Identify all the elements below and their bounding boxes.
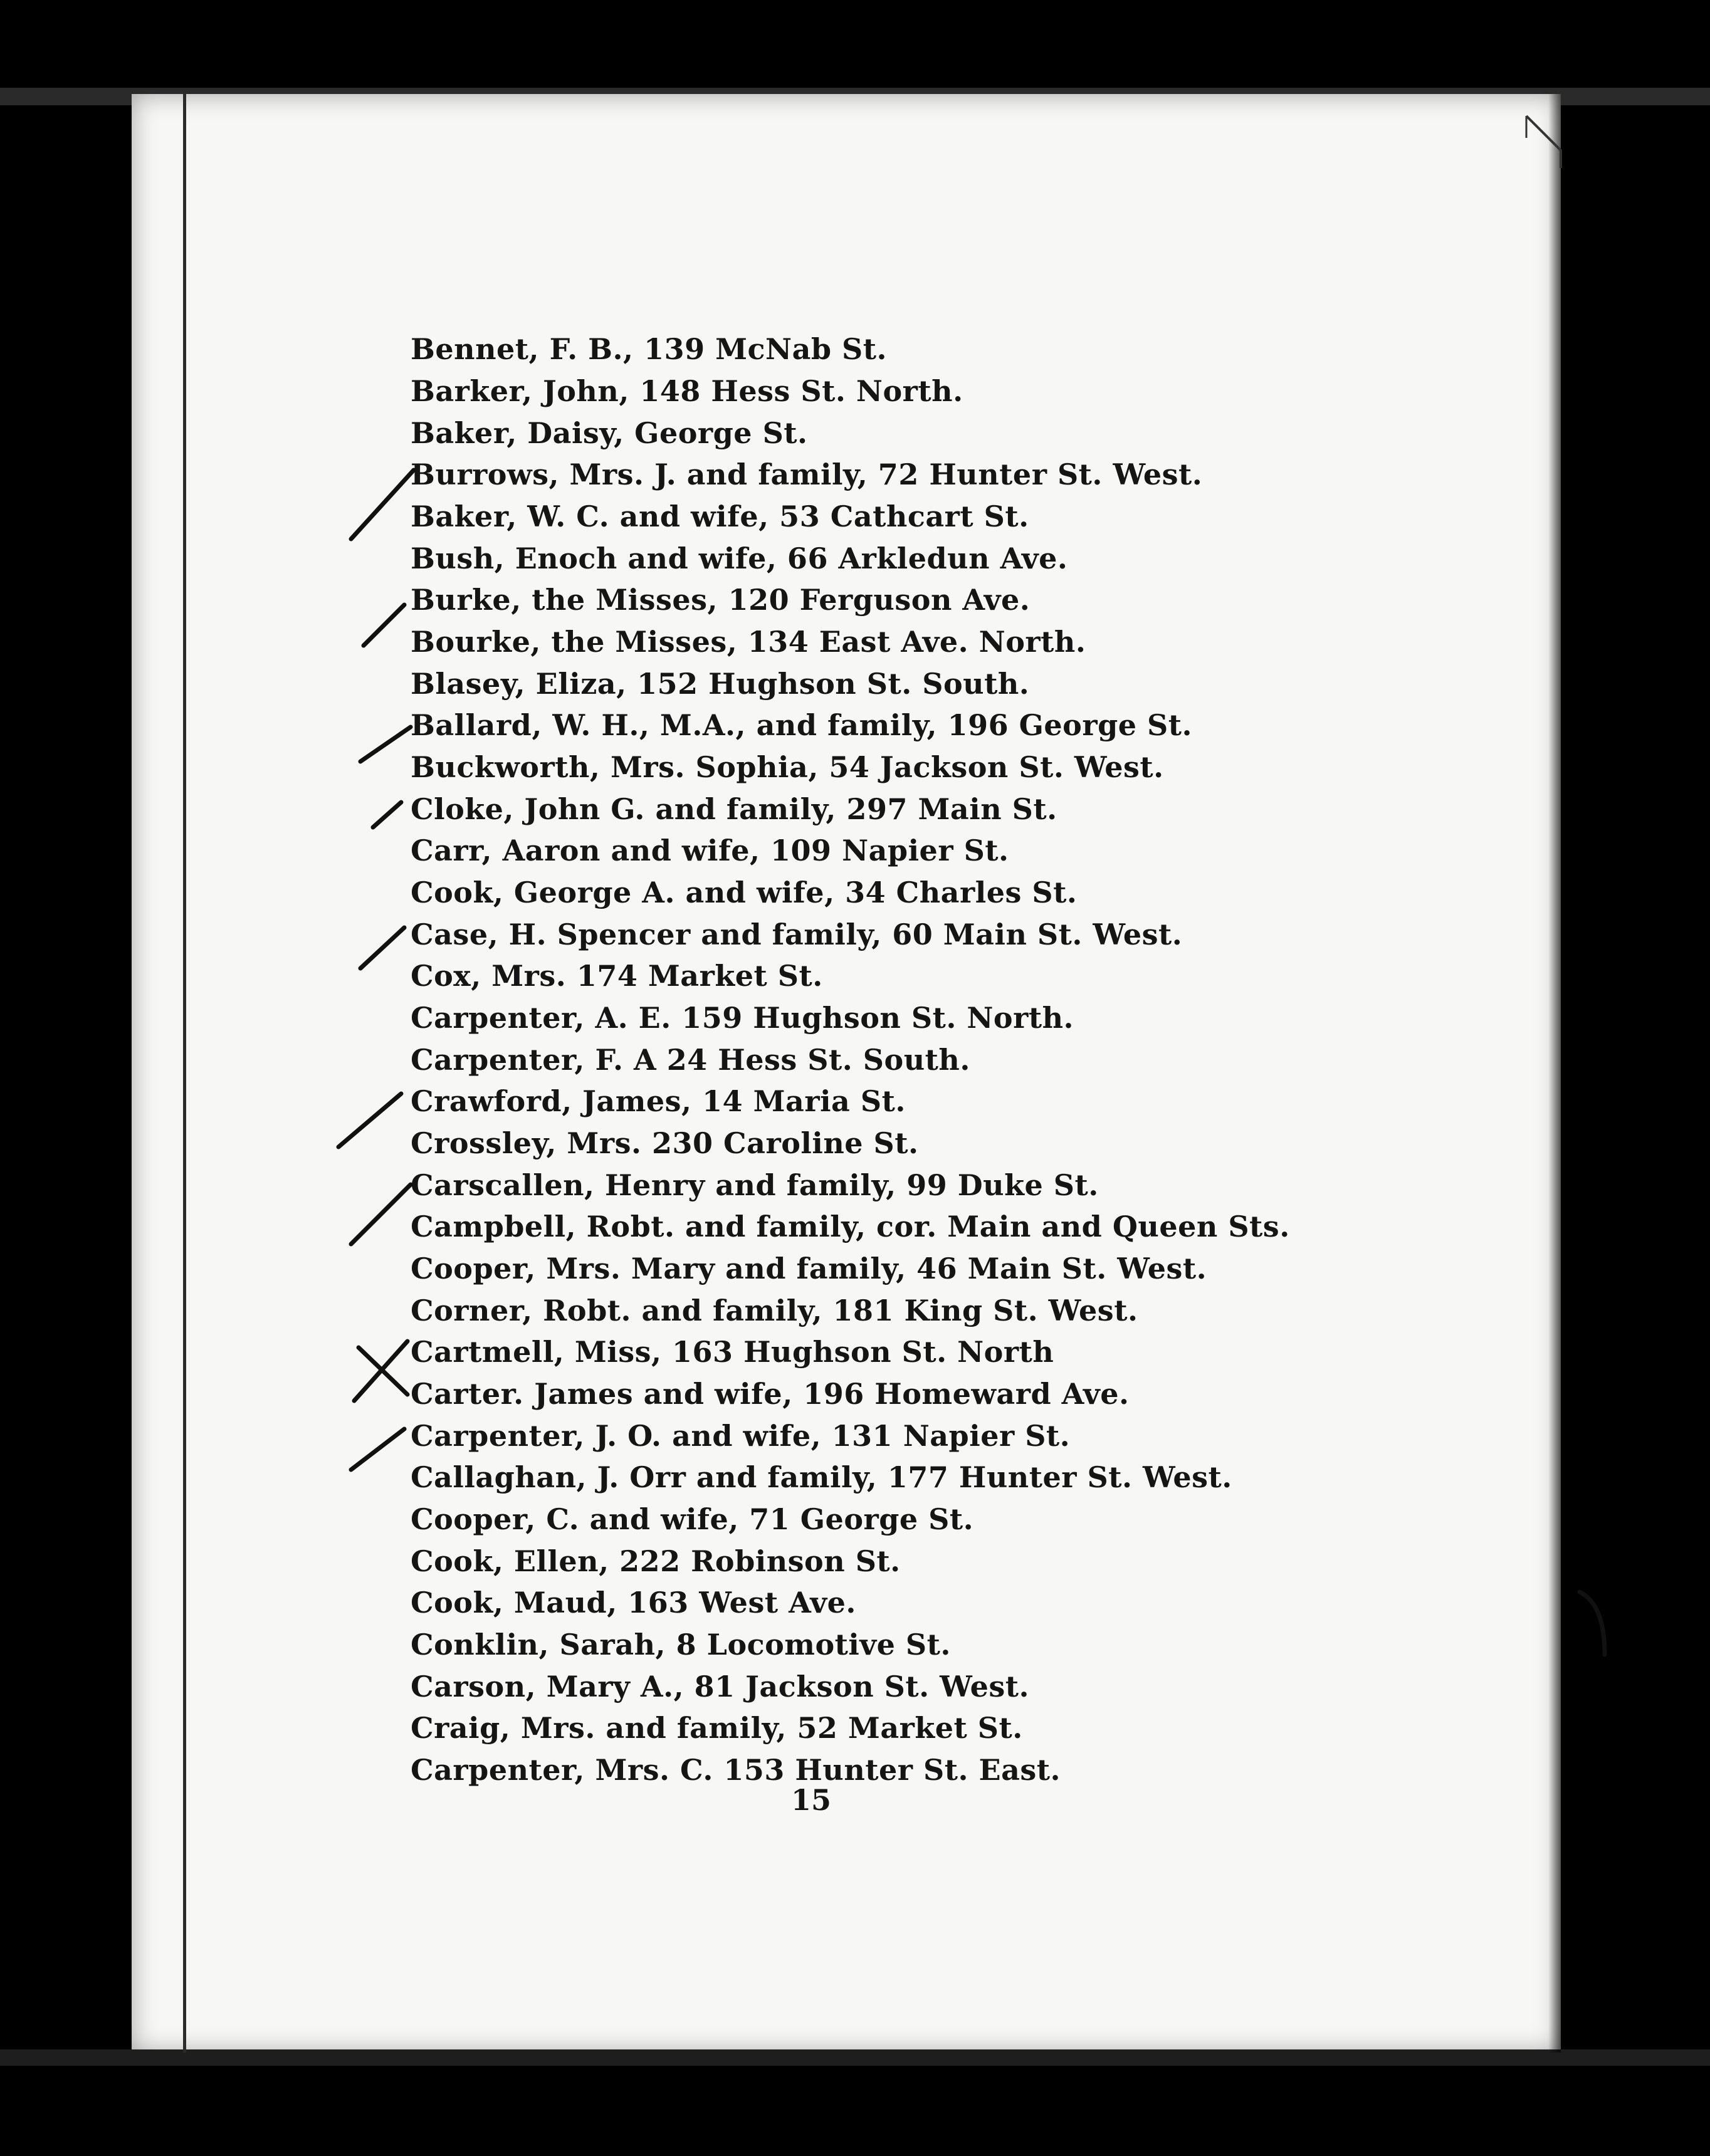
directory-entry: Cooper, Mrs. Mary and family, 46 Main St. West. xyxy=(411,1252,1207,1285)
directory-entry: Cook, Ellen, 222 Robinson St. xyxy=(411,1544,901,1578)
directory-entry: Blasey, Eliza, 152 Hughson St. South. xyxy=(411,667,1030,701)
directory-entry: Cox, Mrs. 174 Market St. xyxy=(411,959,823,993)
directory-entry: Carscallen, Henry and family, 99 Duke St. xyxy=(411,1168,1099,1202)
directory-entry: Bourke, the Misses, 134 East Ave. North. xyxy=(411,625,1086,659)
directory-entry: Corner, Robt. and family, 181 King St. West. xyxy=(411,1294,1138,1327)
directory-entry: Craig, Mrs. and family, 52 Market St. xyxy=(411,1711,1023,1745)
page-number: 15 xyxy=(791,1783,832,1817)
page-right-edge xyxy=(1548,94,1561,2053)
directory-entry: Carr, Aaron and wife, 109 Napier St. xyxy=(411,834,1009,867)
directory-entry: Ballard, W. H., M.A., and family, 196 George St. xyxy=(411,708,1192,742)
directory-entry: Burke, the Misses, 120 Ferguson Ave. xyxy=(411,583,1031,617)
directory-entry: Crawford, James, 14 Maria St. xyxy=(411,1084,906,1118)
directory-entry: Buckworth, Mrs. Sophia, 54 Jackson St. West. xyxy=(411,750,1164,784)
directory-entry: Carson, Mary A., 81 Jackson St. West. xyxy=(411,1670,1029,1703)
directory-entry: Cooper, C. and wife, 71 George St. xyxy=(411,1502,974,1536)
directory-entry: Cook, George A. and wife, 34 Charles St. xyxy=(411,876,1078,909)
directory-entry: Cook, Maud, 163 West Ave. xyxy=(411,1586,856,1620)
directory-entry: Carpenter, J. O. and wife, 131 Napier St. xyxy=(411,1419,1071,1453)
directory-entry: Carpenter, Mrs. C. 153 Hunter St. East. xyxy=(411,1753,1061,1787)
directory-entry: Carter. James and wife, 196 Homeward Ave. xyxy=(411,1377,1130,1411)
directory-entry: Baker, W. C. and wife, 53 Cathcart St. xyxy=(411,500,1029,533)
directory-entry: Bush, Enoch and wife, 66 Arkledun Ave. xyxy=(411,542,1068,575)
bracket-mark xyxy=(1580,1592,1605,1655)
scan-bottom-border xyxy=(0,2049,1710,2066)
directory-entry: Campbell, Robt. and family, cor. Main and Queen Sts. xyxy=(411,1210,1290,1243)
directory-entry: Crossley, Mrs. 230 Caroline St. xyxy=(411,1126,919,1160)
directory-entry: Bennet, F. B., 139 McNab St. xyxy=(411,332,888,366)
directory-entry: Callaghan, J. Orr and family, 177 Hunter St. West. xyxy=(411,1460,1232,1494)
directory-entry: Carpenter, F. A 24 Hess St. South. xyxy=(411,1043,970,1077)
directory-entry: Case, H. Spencer and family, 60 Main St. West. xyxy=(411,918,1183,951)
directory-entry: Barker, John, 148 Hess St. North. xyxy=(411,374,963,408)
directory-entry: Cartmell, Miss, 163 Hughson St. North xyxy=(411,1335,1054,1369)
directory-entry: Burrows, Mrs. J. and family, 72 Hunter St. West. xyxy=(411,458,1203,491)
binding-edge-line xyxy=(183,94,186,2053)
directory-entry: Carpenter, A. E. 159 Hughson St. North. xyxy=(411,1001,1074,1035)
folded-corner xyxy=(1523,113,1567,169)
directory-entry: Conklin, Sarah, 8 Locomotive St. xyxy=(411,1628,951,1661)
directory-entry: Cloke, John G. and family, 297 Main St. xyxy=(411,792,1057,826)
directory-entry: Baker, Daisy, George St. xyxy=(411,416,808,450)
